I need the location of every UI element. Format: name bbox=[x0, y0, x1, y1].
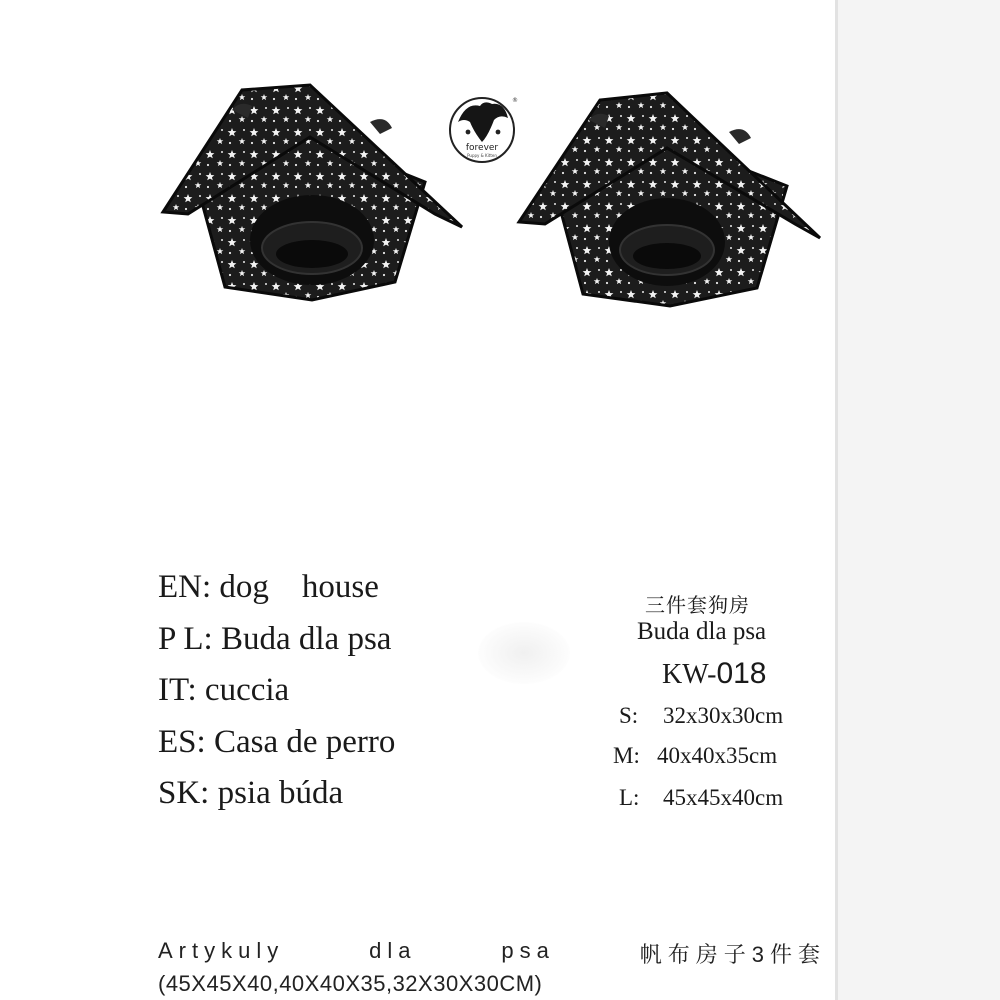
translation-sk bbox=[158, 768, 488, 820]
lang-code: P L: bbox=[158, 620, 213, 657]
lang-text: Buda dla psa bbox=[220, 620, 392, 657]
footer-caption bbox=[158, 938, 826, 997]
faint-watermark-smudge bbox=[478, 622, 570, 684]
size-label: S: bbox=[619, 703, 639, 728]
translation-list bbox=[158, 562, 488, 820]
lang-code: SK: bbox=[158, 775, 210, 811]
footer-word: Artykuly bbox=[158, 938, 285, 963]
lang-code: EN: bbox=[158, 569, 212, 605]
size-row-l bbox=[619, 785, 783, 811]
spec-polish-name: Buda dla psa bbox=[637, 618, 767, 645]
footer-dimensions: (45X45X40,40X40X35,32X30X30CM) bbox=[158, 971, 543, 996]
footer-word: 帆布房子3件套 bbox=[639, 942, 826, 967]
size-label: M: bbox=[613, 743, 640, 768]
logo-sub-text: Puppy & Kitten bbox=[467, 153, 497, 158]
product-code-prefix: KW- bbox=[662, 659, 717, 690]
right-margin-strip bbox=[835, 0, 1000, 1000]
dog-house-photo-right bbox=[515, 90, 825, 315]
translation-en bbox=[158, 562, 488, 614]
lang-text: dog house bbox=[219, 569, 379, 605]
lang-code: ES: bbox=[158, 723, 206, 760]
dog-house-photo-left bbox=[160, 82, 465, 307]
product-code-number: 018 bbox=[716, 657, 767, 690]
footer-word: dla bbox=[369, 938, 417, 963]
size-value: 40x40x35cm bbox=[657, 743, 778, 768]
product-code bbox=[662, 657, 767, 691]
translation-es bbox=[158, 717, 488, 769]
size-row-m bbox=[613, 743, 777, 769]
lang-code: IT: bbox=[158, 672, 197, 708]
translation-pl bbox=[158, 614, 488, 666]
spec-chinese-name: 三件套狗房 bbox=[645, 593, 750, 617]
forever-brand-logo bbox=[448, 92, 518, 164]
size-value: 45x45x40cm bbox=[663, 785, 784, 810]
logo-brand-text: forever bbox=[465, 143, 499, 153]
size-label: L: bbox=[619, 785, 640, 810]
lang-text: Casa de perro bbox=[213, 723, 396, 760]
lang-text: psia búda bbox=[217, 775, 344, 811]
footer-word: psa bbox=[501, 938, 555, 963]
size-value: 32x30x30cm bbox=[663, 703, 784, 728]
lang-text: cuccia bbox=[204, 672, 290, 708]
translation-it bbox=[158, 665, 488, 717]
logo-registered-mark: ® bbox=[512, 97, 518, 104]
size-row-s bbox=[619, 703, 783, 729]
footer-title-line bbox=[158, 938, 826, 969]
